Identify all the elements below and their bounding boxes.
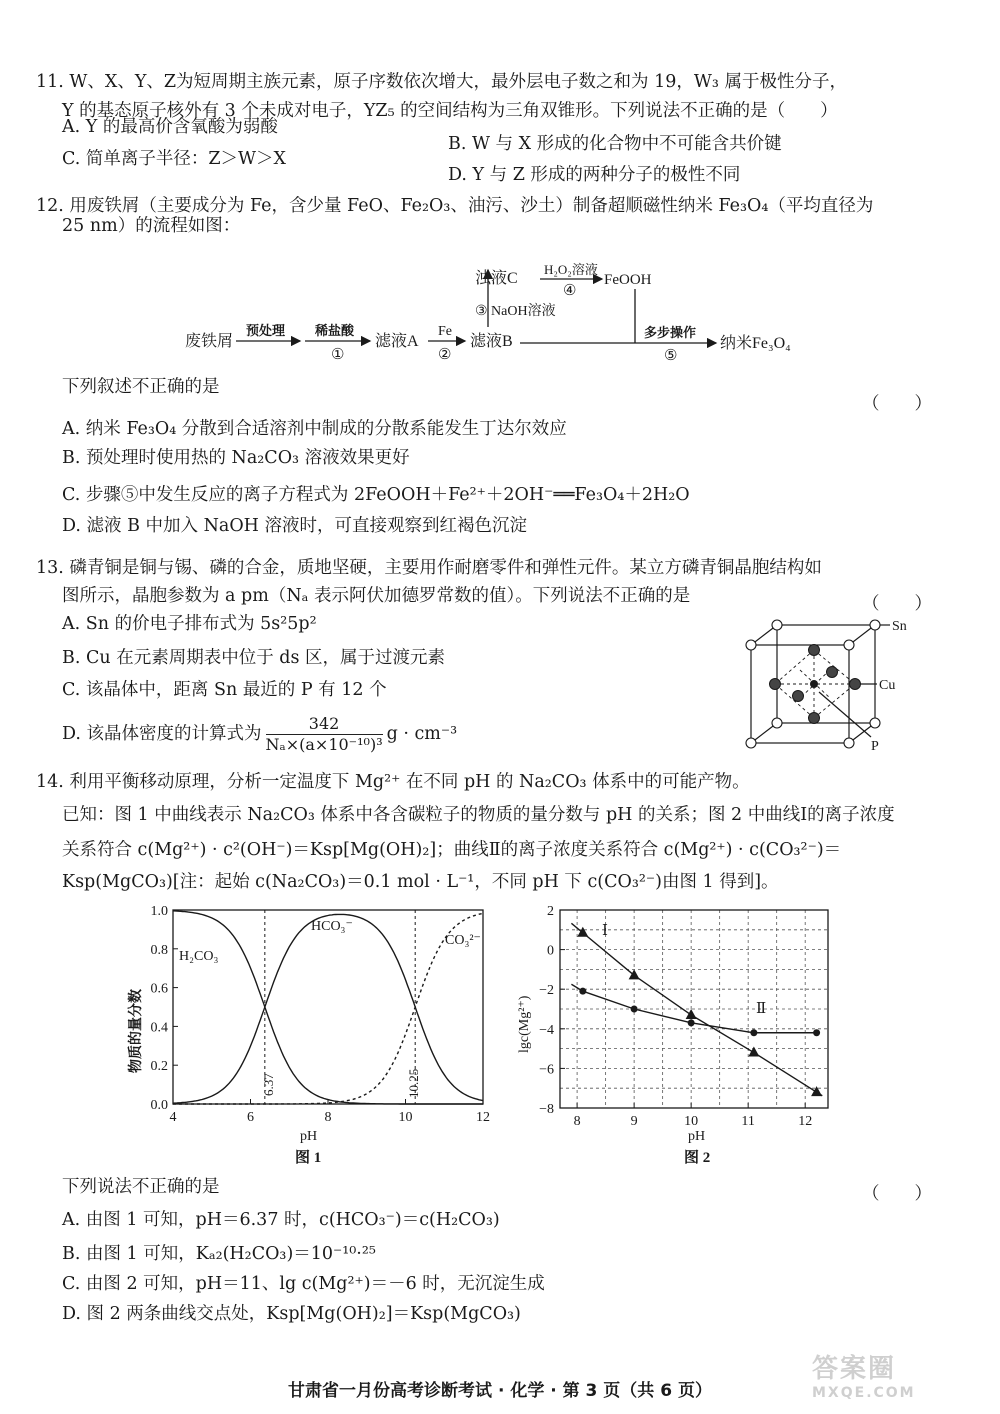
q14-stem-line2: 已知：图 1 中曲线表示 Na₂CO₃ 体系中各含碳粒子的物质的量分数与 pH 的关系；图 2 中曲线Ⅰ的离子浓度 [62, 805, 895, 825]
fig1-series-co3: CO₃²⁻ [445, 933, 481, 948]
watermark-text-2: MXQE.COM [812, 1385, 916, 1401]
density-unit: g · cm⁻³ [386, 724, 458, 744]
fig2-xtick-label: 8 [573, 1114, 581, 1129]
fig1-xtick-label: 12 [476, 1110, 490, 1125]
q12-option-d: D. 滤液 B 中加入 NaOH 溶液时，可直接观察到红褐色沉淀 [62, 516, 527, 536]
q12-stem-line1: 12. 用废铁屑（主要成分为 Fe，含少量 FeO、Fe₂O₃、油污、沙土）制备超顺磁性纳米 Fe₃O₄（平均直径为 [36, 196, 874, 216]
fig1-xtick-label: 4 [169, 1110, 177, 1125]
flow-turbid-c: 浊液C [475, 270, 518, 287]
fig1-xtick-label: 8 [324, 1110, 332, 1125]
fig1-series-h2co3: H₂CO₃ [179, 949, 219, 964]
q11-option-d: D. Y 与 Z 形成的两种分子的极性不同 [448, 165, 741, 185]
q13-option-d-prefix: D. 该晶体密度的计算式为 [62, 724, 262, 744]
fig2-point-curve1 [577, 927, 588, 937]
fig2-curve-label-1: Ⅰ [602, 923, 608, 939]
fig2-point-curve2 [688, 1019, 695, 1026]
fig2-point-curve1 [748, 1047, 759, 1057]
flow-step6-num: ⑤ [664, 348, 678, 364]
flow-filtrate-a: 滤液A [375, 333, 419, 350]
flow-feooh: FeOOH [604, 272, 652, 288]
fig1-curve-1 [173, 914, 483, 1103]
flow-step5-num: ④ [563, 283, 577, 299]
flow-step2-num: ① [331, 347, 345, 363]
flow-start: 废铁屑 [185, 333, 234, 350]
density-fraction [266, 714, 383, 755]
fig2-xtick-label: 9 [630, 1114, 638, 1129]
fig1-ytick-label: 0.6 [150, 981, 168, 997]
fig1-series-hco3: HCO₃⁻ [311, 919, 353, 934]
flow-step6-label: 多步操作 [644, 325, 697, 340]
q14-option-b: B. 由图 1 可知，Kₐ₂(H₂CO₃)＝10⁻¹⁰·²⁵ [62, 1244, 376, 1264]
fig1-ytick-label: 0.0 [150, 1098, 168, 1113]
figure2-chart [510, 898, 840, 1170]
flow-step4-label: ③ NaOH溶液 [475, 304, 556, 319]
q11-option-c: C. 简单离子半径：Z＞W＞X [62, 149, 286, 169]
q11-option-a: A. Y 的最高价含氧酸为弱酸 [62, 117, 278, 137]
fig2-ytick-label: −6 [539, 1062, 554, 1078]
fig1-vline-label-2: 10.25 [406, 1068, 421, 1098]
fig2-point-curve2 [813, 1029, 820, 1036]
q14-stem-line1: 14. 利用平衡移动原理，分析一定温度下 Mg²⁺ 在不同 pH 的 Na₂CO₃ 体系中的可能产物。 [36, 772, 750, 792]
q14-option-d: D. 图 2 两条曲线交点处，Ksp[Mg(OH)₂]＝Ksp(MgCO₃) [62, 1304, 521, 1324]
fig1-ylabel: 物质的量分数 [129, 989, 144, 1073]
q14-stem-line3: 关系符合 c(Mg²⁺) · c²(OH⁻)＝Ksp[Mg(OH)₂]；曲线Ⅱ的离子浓度关系符合 c(Mg²⁺) · c(CO₃²⁻)＝ [62, 840, 842, 860]
fig1-frame [173, 910, 483, 1104]
q12-option-b: B. 预处理时使用热的 Na₂CO₃ 溶液效果更好 [62, 448, 410, 468]
q14-option-a: A. 由图 1 可知，pH＝6.37 时，c(HCO₃⁻)＝c(H₂CO₃) [62, 1210, 500, 1230]
crystal-cell-figure [735, 612, 915, 757]
fig2-curve-1 [571, 923, 822, 1095]
q12-question: 下列叙述不正确的是 [62, 377, 220, 397]
fig2-ytick-label: −8 [539, 1102, 554, 1117]
fig2-title: 图 2 [684, 1150, 711, 1166]
q11-stem-line1: 11. W、X、Y、Z为短周期主族元素，原子序数依次增大，最外层电子数之和为 19，W₃ 属于极性分子， [36, 72, 847, 92]
fig2-xlabel: pH [688, 1129, 706, 1144]
q12-option-a: A. 纳米 Fe₃O₄ 分散到合适溶剂中制成的分散系能发生丁达尔效应 [62, 419, 567, 439]
fig2-point-curve2 [631, 1006, 638, 1013]
fig1-ytick-label: 0.4 [150, 1020, 168, 1036]
flow-step5-label: H₂O₂溶液 [544, 262, 598, 277]
fig1-xtick-label: 10 [398, 1110, 413, 1125]
q11-option-b: B. W 与 X 形成的化合物中不可能含共价键 [448, 134, 782, 154]
fig2-ylabel: lgc(Mg²⁺) [517, 995, 532, 1053]
q13-answer-bracket: （ ） [862, 594, 932, 614]
flow-step3-label: Fe [438, 324, 452, 339]
fig1-title: 图 1 [295, 1150, 322, 1166]
fig2-ytick-label: 2 [547, 904, 554, 919]
fig2-ytick-label: −2 [539, 983, 554, 999]
q13-stem-line2: 图所示，晶胞参数为 a pm（Nₐ 表示阿伏加德罗常数的值）。下列说法不正确的是 [62, 586, 691, 606]
fig2-point-curve2 [579, 988, 586, 995]
q14-answer-bracket: （ ） [862, 1184, 932, 1204]
fig2-point-curve1 [811, 1086, 822, 1096]
fig1-curve-0 [173, 911, 483, 1104]
page-footer: 甘肃省一月份高考诊断考试 · 化学 · 第 3 页（共 6 页） [288, 1381, 712, 1401]
fig2-ytick-label: 0 [547, 943, 554, 959]
fig2-point-curve2 [750, 1029, 757, 1036]
fig1-curve-2 [173, 913, 483, 1104]
density-denominator: Nₐ×(a×10⁻¹⁰)³ [265, 735, 383, 754]
q12-answer-bracket: （ ） [862, 394, 932, 414]
fig2-point-curve1 [629, 969, 640, 979]
fig2-curve-2 [571, 984, 816, 1033]
figure1-chart [115, 898, 505, 1170]
fig1-xtick-label: 6 [247, 1110, 254, 1125]
q14-question: 下列说法不正确的是 [62, 1177, 220, 1197]
q14-option-c: C. 由图 2 可知，pH＝11、lg c(Mg²⁺)＝－6 时，无沉淀生成 [62, 1274, 545, 1294]
label-cu: Cu [879, 678, 896, 693]
q13-stem-line1: 13. 磷青铜是铜与锡、磷的合金，质地坚硬，主要用作耐磨零件和弹性元件。某立方磷青铜晶胞结构如 [36, 558, 822, 578]
fig2-xtick-label: 10 [684, 1114, 699, 1129]
q11-stem-line2: Y 的基态原子核外有 3 个未成对电子，YZ₅ 的空间结构为三角双锥形。下列说法不正确的是（ ） [62, 101, 838, 121]
fig1-vline-label-1: 6.37 [261, 1073, 276, 1096]
label-p: P [871, 739, 879, 754]
flow-step1-label: 预处理 [246, 323, 286, 338]
watermark-text-1: 答案圈 [812, 1354, 897, 1384]
fig2-point-curve1 [686, 1009, 697, 1019]
fig2-xtick-label: 11 [741, 1114, 755, 1129]
q13-option-d [62, 710, 457, 758]
fig1-ytick-label: 1.0 [150, 904, 168, 919]
q13-option-c: C. 该晶体中，距离 Sn 最近的 P 有 12 个 [62, 680, 387, 700]
flow-product: 纳米Fe₃O₄ [720, 335, 791, 352]
q13-option-b: B. Cu 在元素周期表中位于 ds 区，属于过渡元素 [62, 648, 446, 668]
q14-stem-line4: Ksp(MgCO₃)[注：起始 c(Na₂CO₃)＝0.1 mol · L⁻¹，不同 pH 下 c(CO₃²⁻)由图 1 得到]。 [62, 872, 779, 892]
q12-option-c: C. 步骤⑤中发生反应的离子方程式为 2FeOOH＋Fe²⁺＋2OH⁻══Fe₃O₄＋2H₂O [62, 485, 690, 505]
fig1-ytick-label: 0.8 [150, 942, 168, 958]
fig2-ytick-label: −4 [539, 1022, 554, 1038]
watermark-logo [812, 1348, 982, 1408]
fig2-curve-label-2: Ⅱ [756, 1001, 767, 1017]
fig2-xtick-label: 12 [798, 1114, 813, 1129]
flow-filtrate-b: 滤液B [470, 333, 513, 350]
fig1-xlabel: pH [300, 1129, 318, 1144]
q13-option-a: A. Sn 的价电子排布式为 5s²5p² [62, 614, 317, 634]
q12-stem-line2: 25 nm）的流程如图： [62, 216, 241, 236]
label-sn: Sn [892, 619, 907, 634]
fig1-ytick-label: 0.2 [150, 1059, 168, 1075]
density-numerator: 342 [266, 714, 383, 735]
flow-step3-num: ② [438, 347, 452, 363]
q12-flow-diagram [170, 255, 810, 375]
flow-step2-label: 稀盐酸 [315, 323, 355, 338]
